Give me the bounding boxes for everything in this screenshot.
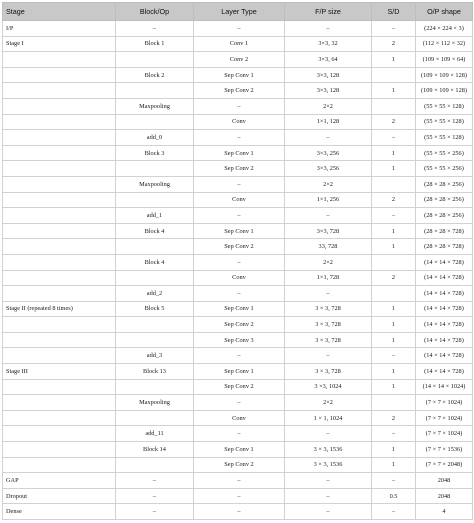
table-row [3,504,473,520]
layer-type-cell: – [194,254,285,270]
table-row [3,254,473,270]
table-header [3,3,473,21]
sd-cell: – [372,504,416,520]
block-op-cell: Maxpooling [116,176,194,192]
layer-type-cell: Sep Conv 1 [194,442,285,458]
table-row [3,176,473,192]
stage-cell [3,395,116,411]
stage-cell [3,223,116,239]
block-op-cell: – [116,488,194,504]
op-shape-cell: (28 × 28 × 256) [416,208,473,224]
sd-cell: 1 [372,364,416,380]
op-shape-cell: 2048 [416,488,473,504]
layer-type-cell: Conv [194,410,285,426]
col-header-op-shape: O/P shape [416,3,473,21]
block-op-cell [116,457,194,473]
stage-cell: GAP [3,473,116,489]
stage-cell [3,239,116,255]
sd-cell: 1 [372,239,416,255]
stage-cell: Dropout [3,488,116,504]
block-op-cell [116,114,194,130]
stage-cell [3,442,116,458]
stage-cell [3,192,116,208]
sd-cell: 1 [372,442,416,458]
fp-size-cell: 3×3, 128 [285,67,372,83]
layer-type-cell: Conv [194,270,285,286]
layer-type-cell: Conv 2 [194,52,285,68]
fp-size-cell: 1×1, 256 [285,192,372,208]
table-row [3,114,473,130]
layer-type-cell: Sep Conv 2 [194,83,285,99]
op-shape-cell: (28 × 28 × 728) [416,239,473,255]
op-shape-cell: (14 × 14 × 728) [416,317,473,333]
table-row [3,67,473,83]
block-op-cell: Block 2 [116,67,194,83]
table-row [3,473,473,489]
sd-cell: 1 [372,379,416,395]
layer-type-cell: – [194,21,285,37]
fp-size-cell: 3 ×3, 1024 [285,379,372,395]
block-op-cell: add_3 [116,348,194,364]
block-op-cell: add_1 [116,208,194,224]
fp-size-cell: 3 × 3, 1536 [285,457,372,473]
block-op-cell: Maxpooling [116,98,194,114]
layer-type-cell: Conv 1 [194,36,285,52]
fp-size-cell: – [285,488,372,504]
stage-cell: I/P [3,21,116,37]
op-shape-cell: (14 × 14 × 728) [416,254,473,270]
architecture-table [2,2,473,520]
op-shape-cell: (14 × 14 × 728) [416,270,473,286]
table-row [3,36,473,52]
block-op-cell: add_11 [116,426,194,442]
layer-type-cell: Sep Conv 3 [194,332,285,348]
block-op-cell: Block 13 [116,364,194,380]
sd-cell: – [372,130,416,146]
col-header-stage: Stage [3,3,116,21]
block-op-cell: Block 3 [116,145,194,161]
sd-cell: – [372,348,416,364]
block-op-cell: add_2 [116,286,194,302]
op-shape-cell: (109 × 109 × 128) [416,83,473,99]
fp-size-cell: 1 × 1, 1024 [285,410,372,426]
op-shape-cell: (14 × 14 × 728) [416,286,473,302]
block-op-cell [116,379,194,395]
block-op-cell: – [116,504,194,520]
table-row [3,208,473,224]
col-header-sd: S/D [372,3,416,21]
fp-size-cell: 2×2 [285,176,372,192]
fp-size-cell: – [285,130,372,146]
op-shape-cell: (14 × 14 × 728) [416,348,473,364]
sd-cell: 1 [372,301,416,317]
block-op-cell: Block 4 [116,223,194,239]
block-op-cell [116,83,194,99]
stage-cell [3,83,116,99]
block-op-cell [116,332,194,348]
op-shape-cell: (224 × 224 × 3) [416,21,473,37]
col-header-block-op: Block/Op [116,3,194,21]
fp-size-cell: – [285,504,372,520]
header-row [3,3,473,21]
op-shape-cell: (14 × 14 × 1024) [416,379,473,395]
op-shape-cell: (55 × 55 × 128) [416,98,473,114]
op-shape-cell: 4 [416,504,473,520]
fp-size-cell: 3 × 3, 728 [285,317,372,333]
table-row [3,395,473,411]
fp-size-cell: 3×3, 64 [285,52,372,68]
stage-cell [3,52,116,68]
op-shape-cell: (7 × 7 × 1024) [416,395,473,411]
stage-cell [3,114,116,130]
table-row [3,161,473,177]
table-row [3,332,473,348]
sd-cell [372,254,416,270]
op-shape-cell: (7 × 7 × 1024) [416,410,473,426]
block-op-cell: add_0 [116,130,194,146]
op-shape-cell: (109 × 109 × 128) [416,67,473,83]
sd-cell: – [372,208,416,224]
table-row [3,442,473,458]
sd-cell: 2 [372,192,416,208]
fp-size-cell: 3×3, 32 [285,36,372,52]
sd-cell: 2 [372,36,416,52]
fp-size-cell: 1×1, 728 [285,270,372,286]
stage-cell [3,410,116,426]
table-row [3,130,473,146]
op-shape-cell: (112 × 112 × 32) [416,36,473,52]
stage-cell [3,332,116,348]
sd-cell [372,98,416,114]
table-body [3,21,473,520]
op-shape-cell: (55 × 55 × 128) [416,114,473,130]
layer-type-cell: – [194,395,285,411]
col-header-layer-type: Layer Type [194,3,285,21]
sd-cell: 1 [372,223,416,239]
layer-type-cell: – [194,208,285,224]
stage-cell: Dense [3,504,116,520]
layer-type-cell: Sep Conv 2 [194,457,285,473]
table-row [3,426,473,442]
table-row [3,52,473,68]
sd-cell: 1 [372,83,416,99]
sd-cell: 1 [372,145,416,161]
sd-cell: 2 [372,114,416,130]
stage-cell [3,67,116,83]
stage-cell [3,176,116,192]
stage-cell [3,379,116,395]
sd-cell: 1 [372,332,416,348]
table-row [3,457,473,473]
layer-type-cell: – [194,286,285,302]
table-row [3,364,473,380]
block-op-cell: – [116,21,194,37]
stage-cell [3,130,116,146]
fp-size-cell: 2×2 [285,254,372,270]
block-op-cell [116,317,194,333]
table-row [3,348,473,364]
layer-type-cell: – [194,98,285,114]
op-shape-cell: (28 × 28 × 256) [416,192,473,208]
fp-size-cell: – [285,208,372,224]
stage-cell [3,208,116,224]
stage-cell [3,348,116,364]
block-op-cell [116,161,194,177]
table-row [3,317,473,333]
table-row [3,270,473,286]
stage-cell: Stage II (repeated 8 times) [3,301,116,317]
fp-size-cell: 3×3, 728 [285,223,372,239]
block-op-cell: – [116,473,194,489]
block-op-cell: Block 4 [116,254,194,270]
stage-cell [3,161,116,177]
table-row [3,286,473,302]
layer-type-cell: Sep Conv 2 [194,379,285,395]
table-row [3,21,473,37]
sd-cell: – [372,21,416,37]
fp-size-cell: – [285,21,372,37]
layer-type-cell: Sep Conv 1 [194,67,285,83]
sd-cell [372,176,416,192]
table-row [3,145,473,161]
fp-size-cell: – [285,286,372,302]
layer-type-cell: Conv [194,114,285,130]
stage-cell [3,270,116,286]
layer-type-cell: Sep Conv 1 [194,145,285,161]
block-op-cell [116,270,194,286]
layer-type-cell: Sep Conv 2 [194,239,285,255]
op-shape-cell: (14 × 14 × 728) [416,332,473,348]
op-shape-cell: (7 × 7 × 1024) [416,426,473,442]
stage-cell: Stage III [3,364,116,380]
sd-cell: – [372,426,416,442]
layer-type-cell: – [194,504,285,520]
table-row [3,379,473,395]
table-row [3,192,473,208]
sd-cell: 1 [372,52,416,68]
block-op-cell [116,192,194,208]
sd-cell: 2 [372,270,416,286]
table-row [3,239,473,255]
layer-type-cell: – [194,130,285,146]
table-row [3,488,473,504]
sd-cell: 1 [372,161,416,177]
block-op-cell: Block 1 [116,36,194,52]
block-op-cell [116,239,194,255]
sd-cell: 2 [372,410,416,426]
table-row [3,83,473,99]
stage-cell [3,317,116,333]
sd-cell [372,286,416,302]
stage-cell [3,145,116,161]
layer-type-cell: – [194,348,285,364]
stage-cell [3,98,116,114]
block-op-cell [116,52,194,68]
block-op-cell: Block 5 [116,301,194,317]
fp-size-cell: 3×3, 256 [285,145,372,161]
sd-cell: – [372,473,416,489]
fp-size-cell: 3×3, 128 [285,83,372,99]
fp-size-cell: 33, 728 [285,239,372,255]
col-header-fp-size: F/P size [285,3,372,21]
op-shape-cell: (7 × 7 × 2048) [416,457,473,473]
fp-size-cell: 2×2 [285,395,372,411]
stage-cell [3,457,116,473]
op-shape-cell: (55 × 55 × 256) [416,161,473,177]
layer-type-cell: – [194,176,285,192]
layer-type-cell: – [194,426,285,442]
sd-cell: 1 [372,457,416,473]
layer-type-cell: Sep Conv 1 [194,301,285,317]
fp-size-cell: – [285,473,372,489]
table-row [3,223,473,239]
layer-type-cell: Sep Conv 1 [194,223,285,239]
fp-size-cell: 2×2 [285,98,372,114]
sd-cell [372,67,416,83]
fp-size-cell: – [285,348,372,364]
fp-size-cell: 3×3, 256 [285,161,372,177]
layer-type-cell: Sep Conv 1 [194,364,285,380]
op-shape-cell: (55 × 55 × 128) [416,130,473,146]
layer-type-cell: Sep Conv 2 [194,161,285,177]
fp-size-cell: 3 × 3, 728 [285,301,372,317]
layer-type-cell: – [194,488,285,504]
layer-type-cell: Conv [194,192,285,208]
table-row [3,301,473,317]
fp-size-cell: 3 × 3, 1536 [285,442,372,458]
op-shape-cell: (55 × 55 × 256) [416,145,473,161]
op-shape-cell: (14 × 14 × 728) [416,301,473,317]
fp-size-cell: 3 × 3, 728 [285,332,372,348]
layer-type-cell: Sep Conv 2 [194,317,285,333]
op-shape-cell: 2048 [416,473,473,489]
op-shape-cell: (28 × 28 × 728) [416,223,473,239]
layer-type-cell: – [194,473,285,489]
stage-cell [3,254,116,270]
table-row [3,410,473,426]
sd-cell: 0.5 [372,488,416,504]
stage-cell [3,286,116,302]
fp-size-cell: – [285,426,372,442]
op-shape-cell: (7 × 7 × 1536) [416,442,473,458]
block-op-cell: Maxpooling [116,395,194,411]
op-shape-cell: (109 × 109 × 64) [416,52,473,68]
block-op-cell: Block 14 [116,442,194,458]
sd-cell: 1 [372,317,416,333]
stage-cell: Stage I [3,36,116,52]
stage-cell [3,426,116,442]
table-row [3,98,473,114]
fp-size-cell: 1×1, 128 [285,114,372,130]
op-shape-cell: (28 × 28 × 256) [416,176,473,192]
block-op-cell [116,410,194,426]
fp-size-cell: 3 × 3, 728 [285,364,372,380]
sd-cell [372,395,416,411]
op-shape-cell: (14 × 14 × 728) [416,364,473,380]
